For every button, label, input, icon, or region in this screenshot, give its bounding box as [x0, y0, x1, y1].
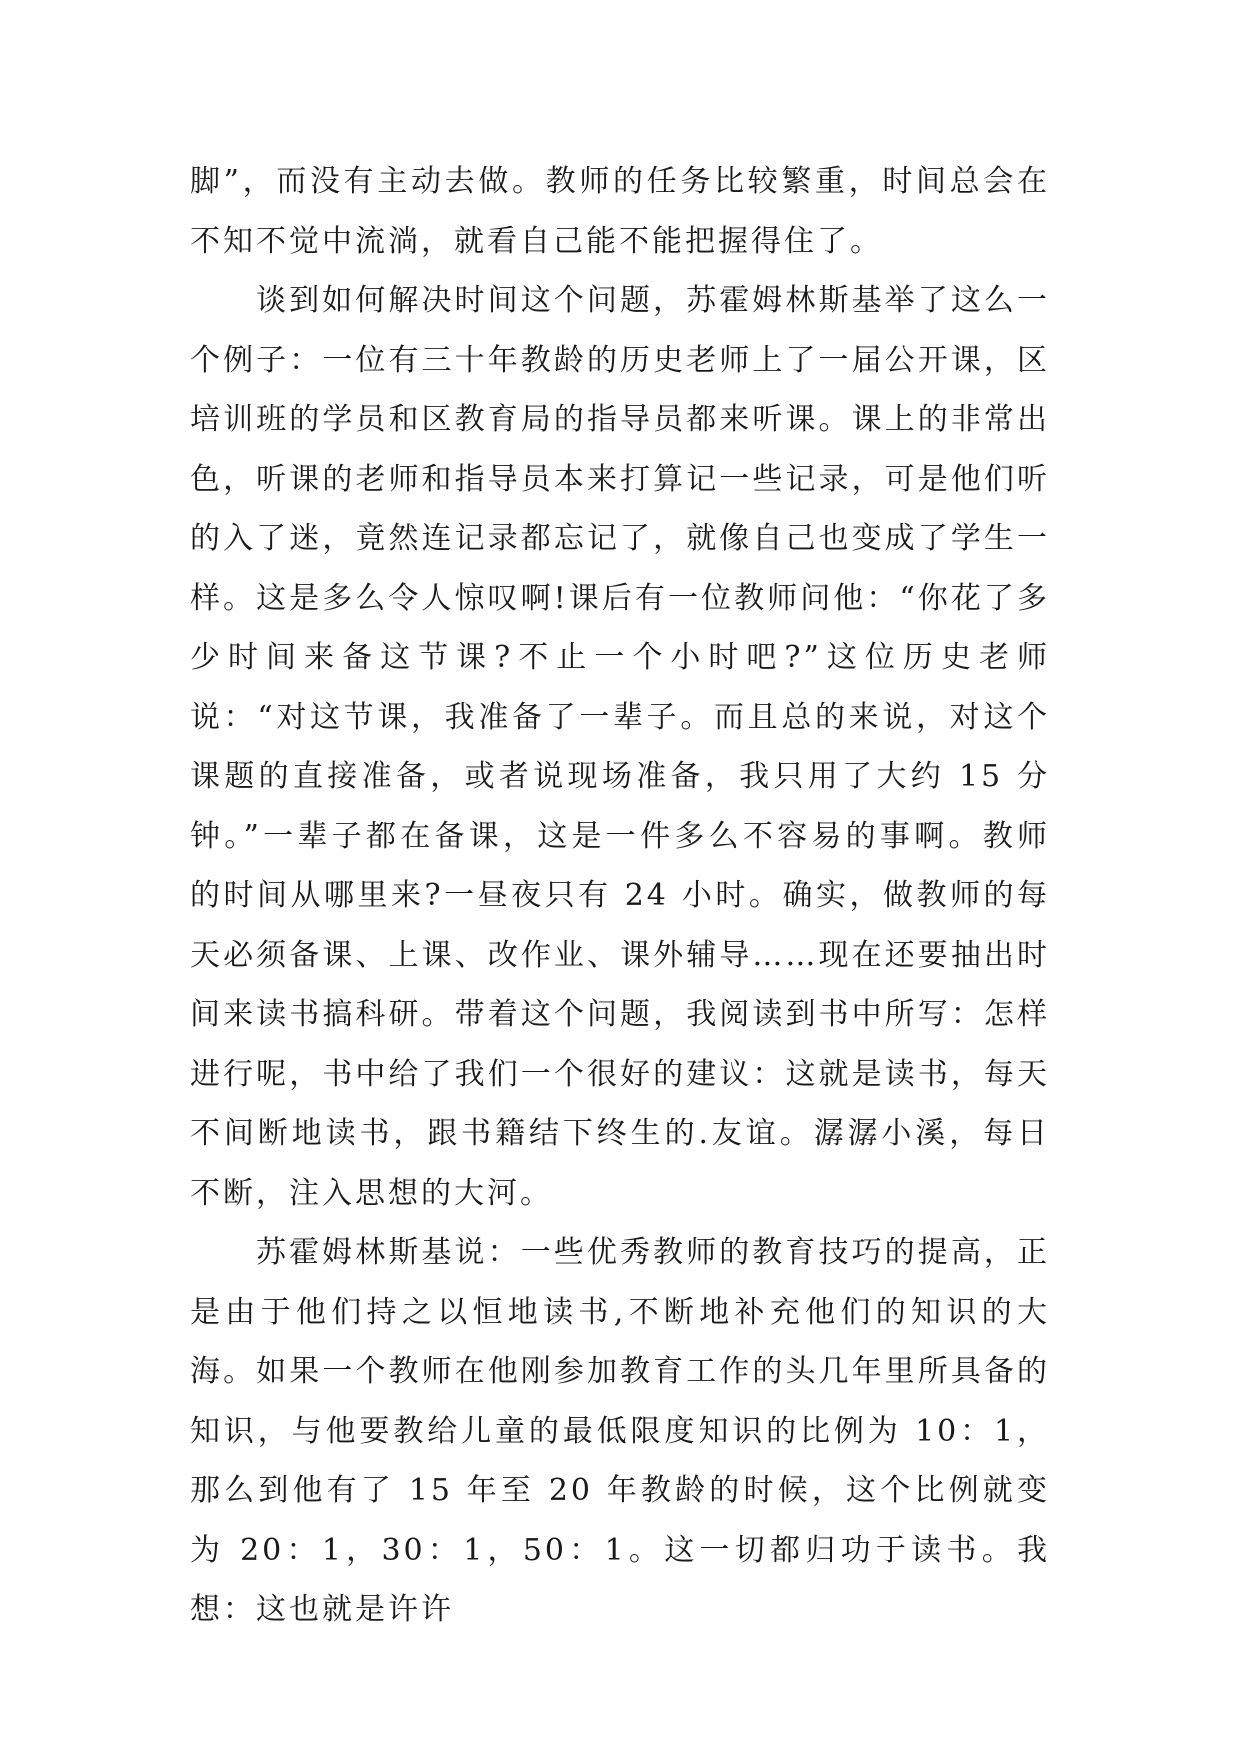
paragraph-1: 脚”，而没有主动去做。教师的任务比较繁重，时间总会在不知不觉中流淌，就看自己能不能把握得住了。: [190, 164, 1050, 259]
paragraph-3: 苏霍姆林斯基说：一些优秀教师的教育技巧的提高，正是由于他们持之以恒地读书,不断地补充他们的知识的大海。如果一个教师在他刚参加教育工作的头几年里所具备的知识，与他要教给儿童的最低限度知识的比例为 10：1，那么到他有了 15 年至 20 年教龄的时候，这个比例就变为 20：1，30：1，50：1。这一切都归功于读书。我想：这也就是许许: [190, 1235, 1050, 1627]
body-text: [190, 152, 1050, 1640]
paragraph-2: 谈到如何解决时间这个问题，苏霍姆林斯基举了这么一个例子：一位有三十年教龄的历史老师上了一届公开课，区培训班的学员和区教育局的指导员都来听课。课上的非常出色，听课的老师和指导员本来打算记一些记录，可是他们听的入了迷，竟然连记录都忘记了，就像自己也变成了学生一样。这是多么令人惊叹啊!课后有一位教师问他：“你花了多少时间来备这节课?不止一个小时吧?”这位历史老师说：“对这节课，我准备了一辈子。而且总的来说，对这个课题的直接准备，或者说现场准备，我只用了大约 15 分钟。”一辈子都在备课，这是一件多么不容易的事啊。教师的时间从哪里来?一昼夜只有 24 小时。确实，做教师的每天必须备课、上课、改作业、课外辅导……现在还要抽出时间来读书搞科研。带着这个问题，我阅读到书中所写：怎样进行呢，书中给了我们一个很好的建议：这就是读书，每天不间断地读书，跟书籍结下终生的.友谊。潺潺小溪，每日不断，注入思想的大河。: [190, 283, 1050, 1211]
